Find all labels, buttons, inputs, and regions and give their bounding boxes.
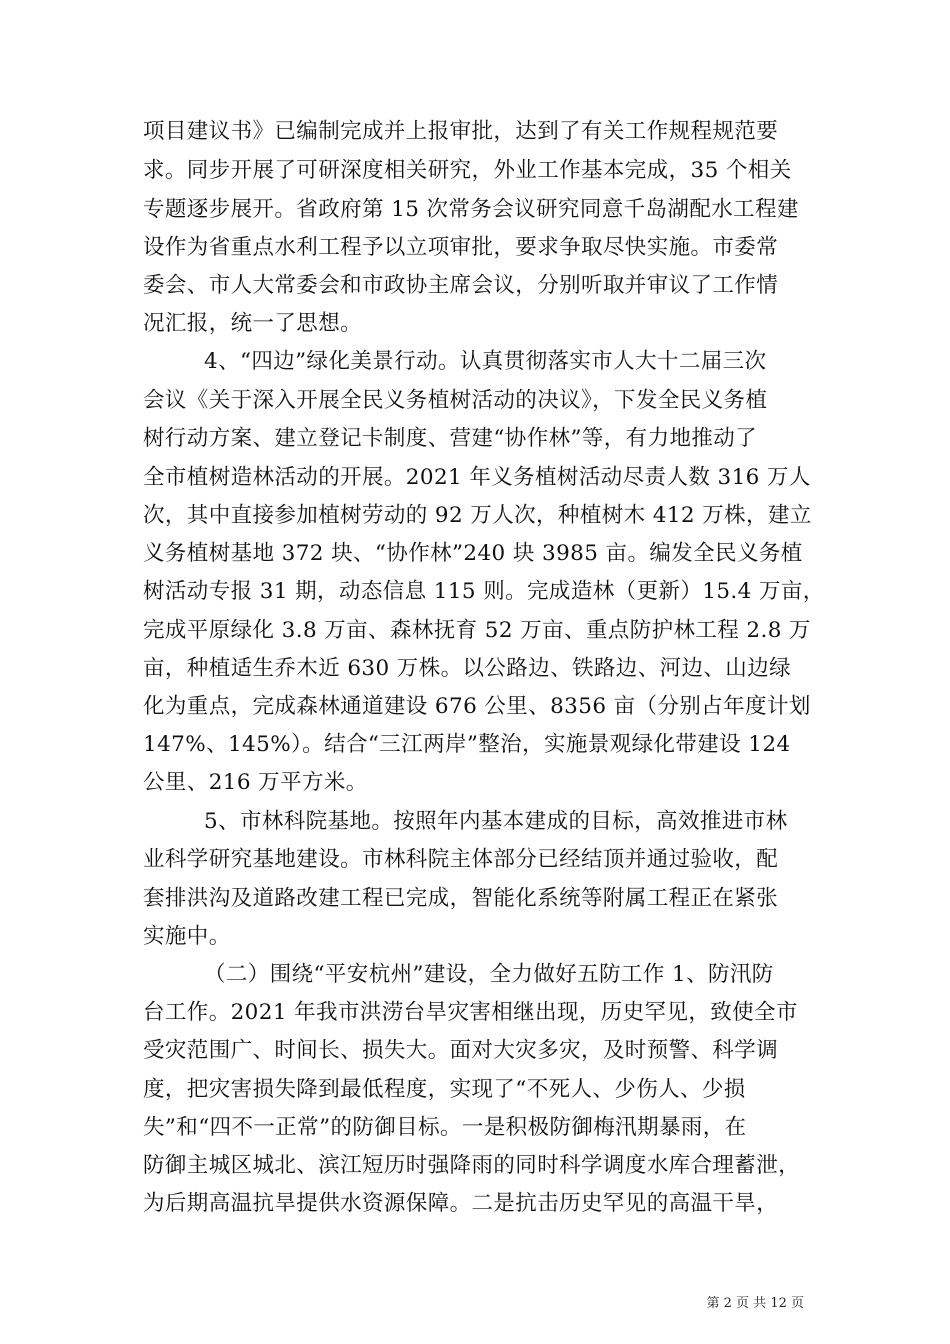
text-line: 委会、市人大常委会和市政协主席会议，分别听取并审议了工作情 [143, 273, 779, 298]
text-line: 度，把灾害损失降到最低程度，实现了“不死人、少伤人、少损 [143, 1077, 746, 1102]
text-line: 设作为省重点水利工程予以立项审批，要求争取尽快实施。市委常 [143, 235, 779, 260]
text-line: 会议《关于深入开展全民义务植树活动的决议》，下发全民义务植 [143, 388, 768, 413]
text-line: 实施中。 [143, 924, 231, 949]
text-line: 况汇报，统一了思想。 [143, 311, 363, 336]
text-line: 失”和“四不一正常”的防御目标。一是积极防御梅汛期暴雨，在 [143, 1115, 747, 1140]
text-line: 受灾范围广、时间长、损失大。面对大灾多灾，及时预警、科学调 [143, 1038, 779, 1063]
text-line: 台工作。2021 年我市洪涝台旱灾害相继出现，历史罕见，致使全市 [143, 1000, 798, 1025]
text-line: 全市植树造林活动的开展。2021 年义务植树活动尽责人数 316 万人 [143, 465, 811, 490]
text-line: 业科学研究基地建设。市林科院主体部分已经结顶并通过验收，配 [143, 847, 779, 872]
paragraph-start-line: 5、市林科院基地。按照年内基本建成的目标，高效推进市林 [204, 809, 788, 834]
text-line: 义务植树基地 372 块、“协作林”240 块 3985 亩。编发全民义务植 [143, 541, 803, 566]
text-line: 套排洪沟及道路改建工程已完成，智能化系统等附属工程正在紧张 [143, 886, 779, 911]
text-line: 为后期高温抗旱提供水资源保障。二是抗击历史罕见的高温干旱， [143, 1191, 779, 1216]
paragraph-start-line: （二）围绕“平安杭州”建设，全力做好五防工作 1、防汛防 [204, 962, 774, 987]
text-line: 147%、145%）。结合“三江两岸”整治，实施景观绿化带建设 124 [143, 732, 791, 757]
text-line: 专题逐步展开。省政府第 15 次常务会议研究同意千岛湖配水工程建 [143, 197, 799, 222]
page-number-footer: 第 2 页 共 12 页 [706, 1296, 804, 1311]
text-line: 公里、216 万平方米。 [143, 770, 368, 795]
text-line: 化为重点，完成森林通道建设 676 公里、8356 亩（分别占年度计划 [143, 694, 811, 719]
text-line: 亩，种植适生乔木近 630 万株。以公路边、铁路边、河边、山边绿 [143, 656, 792, 681]
text-line: 项目建议书》已编制完成并上报审批，达到了有关工作规程规范要 [143, 119, 779, 144]
text-line: 树行动方案、建立登记卡制度、营建“协作林”等，有力地推动了 [143, 426, 758, 451]
text-line: 次，其中直接参加植树劳动的 92 万人次，种植树木 412 万株，建立 [143, 503, 812, 528]
paragraph-start-line: 4、“四边”绿化美景行动。认真贯彻落实市人大十二届三次 [204, 349, 767, 374]
text-line: 求。同步开展了可研深度相关研究，外业工作基本完成，35 个相关 [143, 158, 792, 183]
text-line: 防御主城区城北、滨江短历时强降雨的同时科学调度水库合理蓄泄， [143, 1153, 801, 1178]
text-line: 树活动专报 31 期，动态信息 115 则。完成造林（更新）15.4 万亩， [143, 579, 825, 604]
text-line: 完成平原绿化 3.8 万亩、森林抚育 52 万亩、重点防护林工程 2.8 万 [143, 618, 811, 643]
